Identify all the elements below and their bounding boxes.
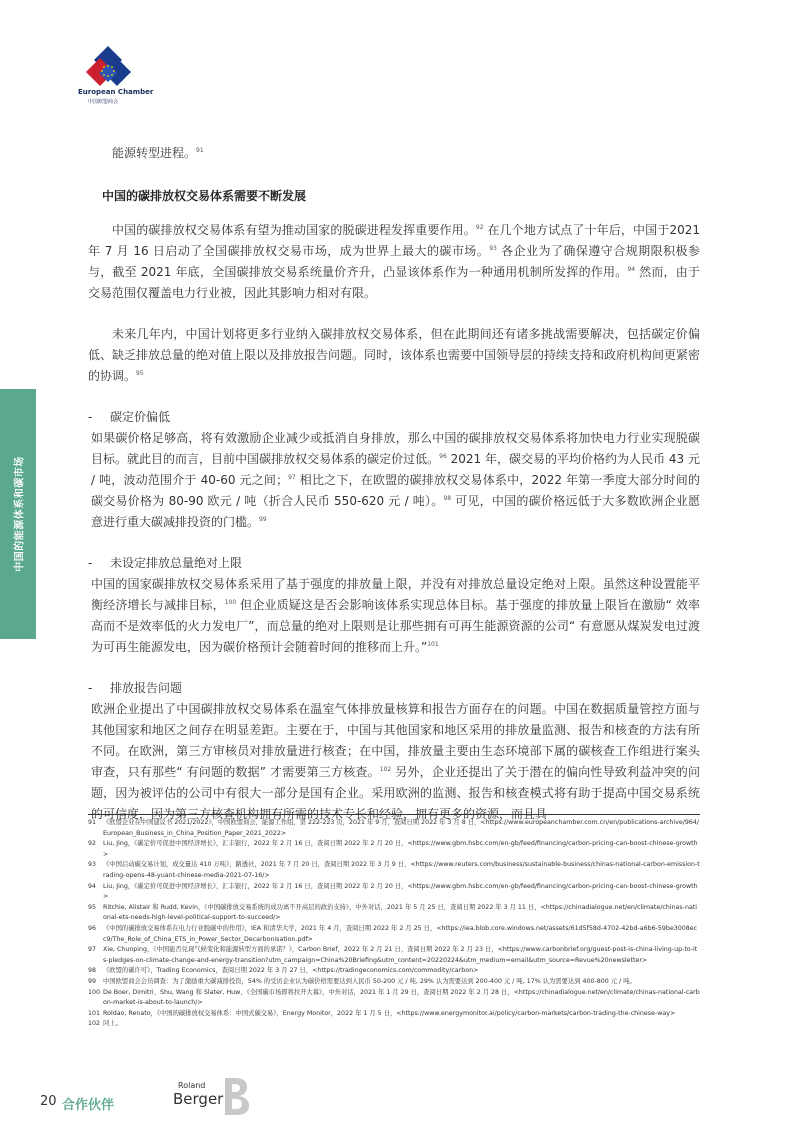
- footnote-91: 91 《欧盟企业在中国建议书 2021/2022》，中国欧盟商会，能源工作组，第 222-223 页，2021 年 9 月，查阅日期 2022 年 3 月 8 日，<https://www.europeanchamber.com.cn/en/publications-archive/964/European_Business_in_China_Position_Paper_2021_2022>: [88, 819, 700, 837]
- roland-berger-logo: Roland Berger: [173, 1076, 253, 1116]
- roland-berger-b-icon: [223, 1076, 251, 1116]
- bullet-text-emission-cap: 中国的国家碳排放权交易体系采用了基于强度的排放量上限，并没有对排放总量设定绝对上限。虽然这种设置能平衡经济增长与减排目标，$^{100}$ 但企业质疑这是否会影响该体系实现总体目标。基于强度的排放量上限旨在激励“ 效率高而不是效率低的火力发电厂”，而总量的绝对上限则是让那些拥有可再生能源资源的公司“ 有意愿从煤炭发电过渡为可再生能源发电，因为碳价格预计会随着时间的推移而上升。”$^{101}$: [91, 577, 700, 654]
- section-heading: 中国的碳排放权交易体系需要不断发展: [102, 189, 307, 203]
- bullet-title-reporting: - 排放报告问题: [88, 681, 183, 695]
- org-subname: 中国欧盟商会: [88, 99, 119, 105]
- footnote-99: 99 中国欧盟商会会员调查：为了激励重大碳减排投资，54% 的受访企业认为碳价格需要达到人民币 50-200 元 / 吨, 29% 认为需要达到 200-400 元 / 吨, 17% 认为需要达到 400-800 元 / 吨。: [88, 977, 636, 985]
- footnote-94: 94 Liu, Jing，《碳定价可促进中国经济增长》，汇丰银行，2022 年 2 月 16 日，查阅日期 2022 年 2 月 20 日，<https://www.gbm.hsbc.com/en-gb/feed/financing/carbon-pricing-can-boost-chinese-growth>: [88, 882, 698, 901]
- main-content: [88, 143, 700, 825]
- bullet-text-carbon-price: 如果碳价格足够高，将有效激励企业减少或抵消自身排放，那么中国的碳排放权交易体系将加快电力行业实现脱碳目标。就此目的而言，目前中国碳排放权交易体系的碳定价过低。$^{96}$ 2021 年，碳交易的平均价格约为人民币 43 元 / 吨，波动范围介于 40-60 元之间；$^{97}$ 相比之下，在欧盟的碳排放权交易体系中，2022 年第一季度大部分时间的碳交易价格为 80-90 欧元 / 吨（折合人民币 550-620 元 / 吨）。$^{98}$ 可见，中国的碳价格远低于大多数欧洲企业愿意进行重大碳减排投资的门槛。$^{99}$: [91, 431, 701, 529]
- footnote-divider: [88, 814, 700, 815]
- chamber-emblem-icon: [62, 42, 162, 88]
- org-name: European Chamber: [78, 88, 154, 96]
- footnote-93: 93 《中国启动碳交易计划，成交量达 410 万吨》，路透社，2021 年 7 月 20 日，查阅日期 2022 年 3 月 9 日，<https://www.reuters.com/business/sustainable-business/chinas-national-carbon-emission-trading-opens-48-yuant-chinese-media-2021-07-16/>: [88, 861, 700, 879]
- footnote-102: 102 同上。: [88, 1020, 122, 1028]
- page-footer: [40, 1076, 340, 1116]
- section-side-tab: [0, 389, 36, 639]
- bullet-title-carbon-price: - 碳定价偏低: [88, 410, 171, 424]
- partner-label: 合作伙伴: [62, 1098, 115, 1113]
- footnote-92: 92 Liu, Jing，《碳定价可促进中国经济增长》，汇丰银行，2022 年 2 月 16 日，查阅日期 2022 年 2 月 20 日，<https://www.gbm.hsbc.com/en-gb/feed/financing/carbon-pricing-can-boost-chinese-growth>: [88, 840, 698, 858]
- european-chamber-logo: [62, 42, 162, 112]
- paragraph-1: 中国的碳排放权交易体系有望为推动国家的脱碳进程发挥重要作用。$^{92}$ 在几个地方试点了十年后，中国于2021 年 7 月 16 日启动了全国碳排放权交易市场，成为世界上最大的碳市场。$^{93}$ 各企业为了确保遵守合规期限积极参与，截至 2021 年底，全国碳排放交易系统量价齐升，凸显该体系作为一种通用机制所发挥的作用。$^{94}$ 然而，由于交易范围仅覆盖电力行业被，因此其影响力相对有限。: [88, 223, 700, 300]
- footnote-98: 98 《欧盟的碳许可》，Trading Economics，查阅日期 2022 年 3 月 27 日，<https://tradingeconomics.com/commodity/carbon>: [88, 967, 479, 975]
- bullet-text-reporting: 欧洲企业提出了中国碳排放权交易体系在温室气体排放量核算和报告方面存在的问题。中国在数据质量管控方面与其他国家和地区之间存在明显差距。主要在于，中国与其他国家和地区采用的排放量监测、报告和核查的方法有所不同。在欧洲，第三方审核员对排放量进行核查；在中国，排放量主要由生态环境部下属的碳核查工作组进行案头审查，只有那些“ 有问题的数据” 才需要第三方核查。$^{102}$ 另外，企业还提出了关于潜在的偏向性导致利益冲突的问题，因为被评估的公司中有很大一部分是国有企业。采用欧洲的监测、报告和核查模式将有助于提高中国交易系统的可信度，因为第三方核查机构拥有所需的技术专长和经验，拥有更多的资源，而且具: [91, 702, 700, 821]
- side-tab-label: 中国的能源体系和碳市场: [14, 456, 26, 572]
- bullet-title-emission-cap: - 未设定排放总量绝对上限: [88, 556, 243, 570]
- footnotes: [88, 818, 700, 1030]
- footnote-96: 96 《中国的碳排放交易体系在电力行业脱碳中的作用》，IEA 和清华大学，2021 年 4 月，查阅日期 2022 年 2 月 25 日，<https://iea.blob.core.windows.net/assets/61d5f58d-4702-42bd-a6b6-59be3008ecc9/The_Role_of_China_ETS_in_Power_Sector_Decarbonisation.pdf>: [88, 924, 698, 943]
- paragraph-2: 未来几年内，中国计划将更多行业纳入碳排放权交易体系，但在此期间还有诸多挑战需要解决，包括碳定价偏低、缺乏排放总量的绝对值上限以及排放报告问题。同时，该体系也需要中国领导层的持续支持和政府机构间更紧密的协调。$^{95}$: [88, 327, 701, 383]
- footnote-97: 97 Xie, Chunping，《中国能否兑现气候变化和能源转型方面的承诺？》，Carbon Brief，2022 年 2 月 21 日，查阅日期 2022 年 2 月 23 日，<https://www.carbonbrief.org/guest-post-is-china-living-up-to-its-pledges-on-climate-change-and-energy-transition?utm_campaign=China%20Briefing&utm_content=20220224&utm_medium=email&utm_source=Revue%20newsletter>: [88, 946, 698, 964]
- page-number: 20: [40, 1094, 57, 1109]
- footnote-100: 100 De Boer, Dimitri、Shu, Wang 和 Slater, Huw，《全国碳市场即将拉开大幕》，中外对话，2021 年 1 月 29 日，查阅日期 2022 年 2 月 28 日，<https://chinadialogue.net/en/climate/chinas-national-carbon-market-is-about-to-launch/>: [88, 988, 700, 1007]
- intro-paragraph: 能源转型进程。$^{91}$: [112, 146, 204, 160]
- footnote-95: 95 Ritchie, Alistair 和 Rudd, Kevin，《中国碳排放交易系统的成功离不开高层的政治支持》，中外对话，2021 年 5 月 25 日，查阅日期 2022 年 3 月 11 日，<https://chinadialogue.net/en/climate/chinas-national-ets-needs-high-level-political-support-to-succeed/>: [88, 903, 698, 922]
- footnote-101: 101 Roldao, Renato，《中国的碳排放权交易体系：中国式碳交易》，Energy Monitor，2022 年 1 月 5 日，<https://www.energymonitor.ai/policy/carbon-markets/carbon-trading-the-chinese-way>: [88, 1009, 676, 1017]
